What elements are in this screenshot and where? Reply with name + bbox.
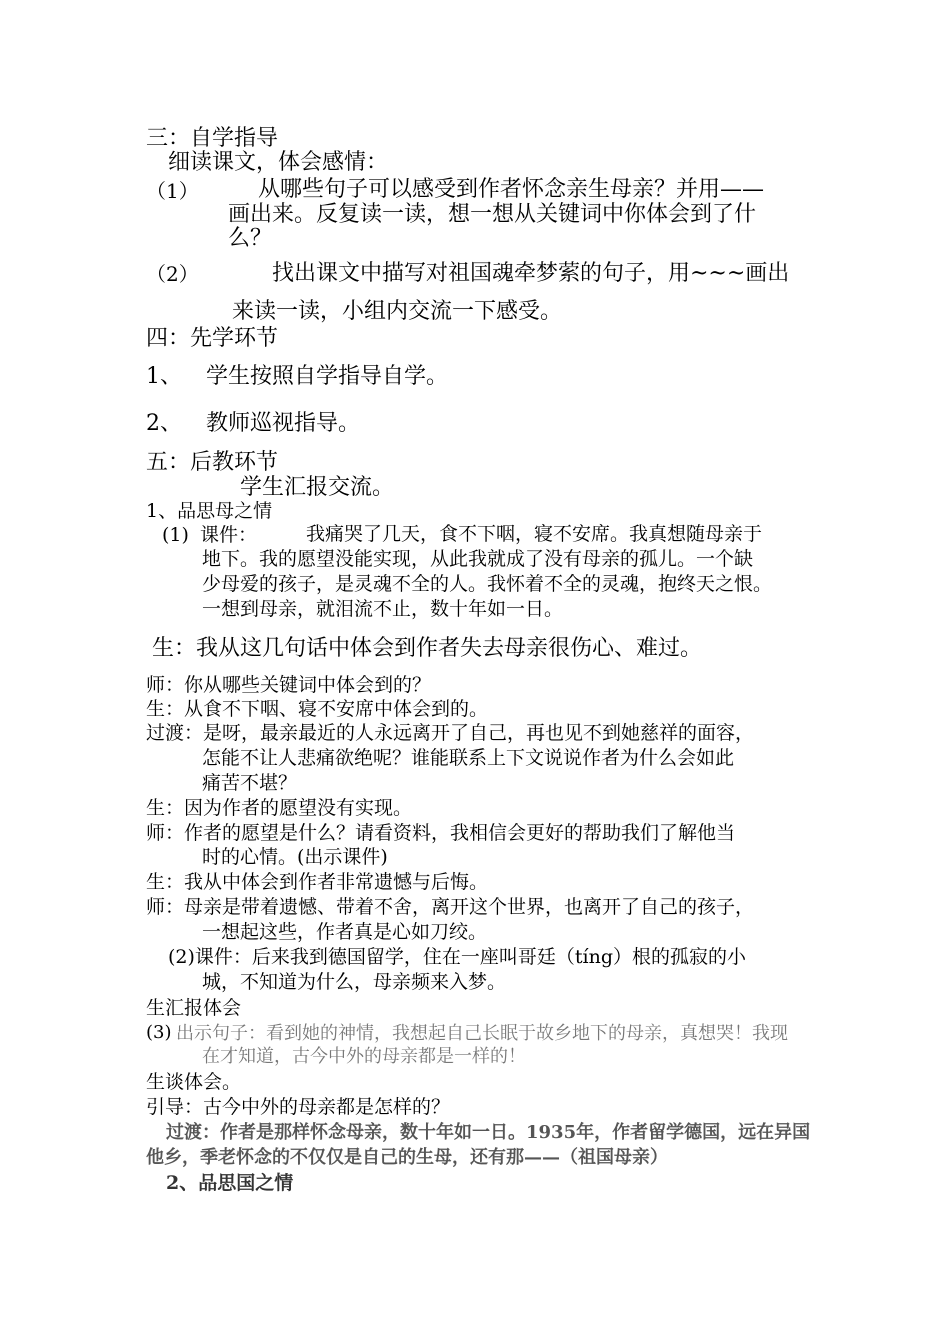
sentence-line: 出示句子：看到她的神情，我想起自己长眠于故乡地下的母亲，真想哭！我现 (176, 1023, 788, 1044)
transition-line: 他乡，季老怀念的不仅仅是自己的生母，还有那——（祖国母亲） (146, 1147, 668, 1168)
dialog-line: 痛苦不堪？ (202, 772, 298, 794)
dialog-line: 生：我从中体会到作者非常遗憾与后悔。 (146, 871, 489, 893)
quote-line: 我痛哭了几天，食不下咽，寝不安席。我真想随母亲于 (306, 523, 763, 545)
courseware-line: 城，不知道为什么，母亲频来入梦。 (202, 971, 507, 993)
list-number: (1) (162, 524, 189, 546)
sentence-line: 在才知道，古今中外的母亲都是一样的！ (202, 1046, 526, 1067)
dialog-line: 过渡：是呀，最亲最近的人永远离开了自己，再也见不到她慈祥的面容， (146, 722, 755, 744)
section-heading-3: 三：自学指导 (146, 126, 279, 151)
quote-line: 少母爱的孩子，是灵魂不全的人。我怀着不全的灵魂，抱终天之恨。 (202, 573, 773, 595)
dialog-line: 时的心情。(出示课件) (202, 846, 388, 868)
dialog-line: 生：因为作者的愿望没有实现。 (146, 797, 413, 819)
talk-line: 生谈体会。 (146, 1071, 242, 1093)
list-number: (3) (146, 1022, 172, 1043)
dialog-line: 生：从食不下咽、寝不安席中体会到的。 (146, 698, 489, 720)
section-heading-4: 四：先学环节 (146, 326, 279, 351)
list-item-line: 画出来。反复读一读，想一想从关键词中你体会到了什 (228, 202, 757, 227)
dialog-line: 一想起这些，作者真是心如刀绞。 (202, 921, 488, 943)
dialog-line: 师：你从哪些关键词中体会到的？ (146, 674, 432, 696)
list-item-text: 学生按照自学指导自学。 (206, 364, 449, 389)
section-intro: 细读课文，体会感情： (168, 150, 389, 175)
list-item-text: 教师巡视指导。 (206, 411, 361, 436)
list-item-line: 找出课文中描写对祖国魂牵梦萦的句子，用~~~画出 (272, 261, 790, 286)
list-number: 1、 (146, 364, 182, 389)
quote-line: 地下。我的愿望没能实现，从此我就成了没有母亲的孤儿。一个缺 (202, 548, 754, 570)
list-number: （2） (146, 262, 199, 286)
list-item-line: 从哪些句子可以感受到作者怀念亲生母亲？并用—— (258, 177, 765, 202)
courseware-label: 课件： (200, 524, 258, 546)
subsection-heading: 1、品思母之情 (146, 500, 273, 522)
section-heading-5: 五：后教环节 (146, 450, 279, 475)
dialog-line: 师：母亲是带着遗憾、带着不舍，离开这个世界，也离开了自己的孩子， (146, 896, 755, 918)
transition-line: 过渡：作者是那样怀念母亲，数十年如一日。1935年，作者留学德国，远在异国 (166, 1122, 811, 1143)
guide-line: 引导：古今中外的母亲都是怎样的？ (146, 1096, 451, 1118)
list-number: 2、 (146, 411, 182, 436)
subsection-heading: 2、品思国之情 (166, 1172, 294, 1194)
dialog-line: 师：作者的愿望是什么？请看资料，我相信会更好的帮助我们了解他当 (146, 822, 736, 844)
courseware-line: (2)课件：后来我到德国留学，住在一座叫哥廷（tíng）根的孤寂的小 (168, 946, 747, 968)
list-item-line: 么？ (228, 226, 273, 251)
quote-line: 一想到母亲，就泪流不止，数十年如一日。 (202, 598, 564, 620)
report-line: 生汇报体会 (146, 997, 242, 1019)
student-answer: 生：我从这几句话中体会到作者失去母亲很伤心、难过。 (152, 636, 703, 661)
section-intro: 学生汇报交流。 (240, 475, 395, 500)
list-number: （1） (146, 179, 199, 203)
list-item-line: 来读一读，小组内交流一下感受。 (232, 299, 563, 324)
dialog-line: 怎能不让人悲痛欲绝呢？谁能联系上下文说说作者为什么会如此 (202, 747, 735, 769)
